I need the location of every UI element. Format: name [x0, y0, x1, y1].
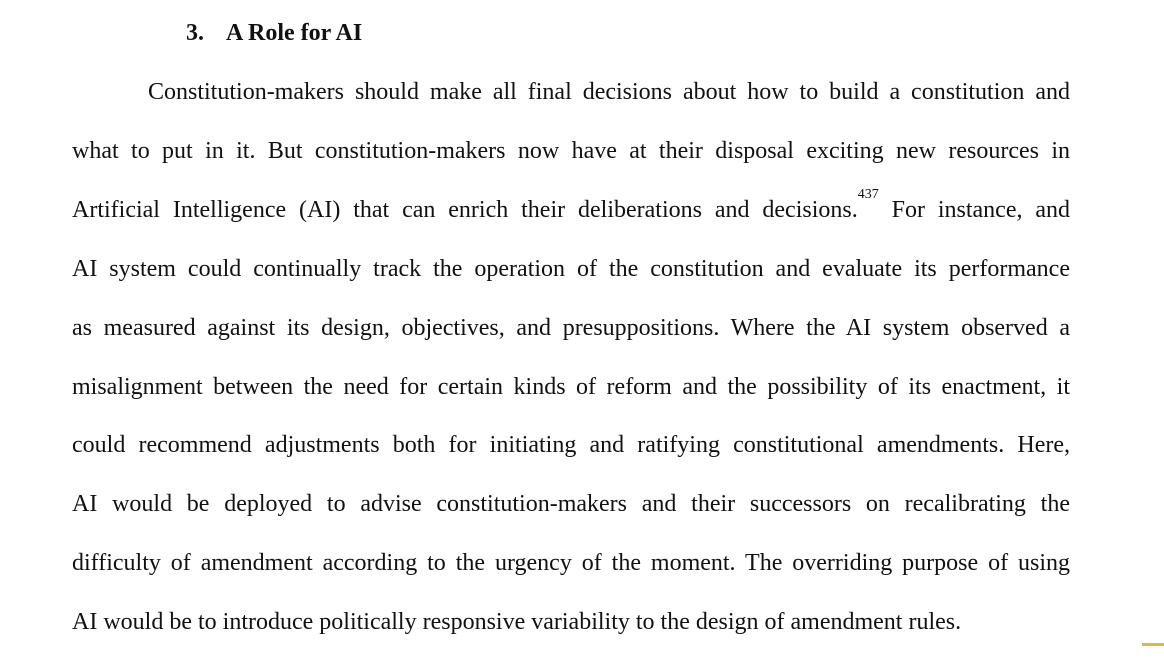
- paragraph-line-3: [72, 187, 1071, 225]
- paragraph-line-10: AI would be to introduce politically responsive variability to the design of amendment rules.: [72, 609, 962, 635]
- paragraph-line-7: could recommend adjustments both for initiating and ratifying constitutional amendments. Here,: [72, 432, 1070, 458]
- paragraph-line-3-tail: For instance, and: [878, 197, 1071, 223]
- paragraph-line-9: difficulty of amendment according to the urgency of the moment. The overriding purpose of using: [72, 550, 1070, 576]
- paragraph-line-8: AI would be deployed to advise constitution-makers and their successors on recalibrating the: [72, 491, 1070, 517]
- paragraph-line-5: as measured against its design, objectives, and presuppositions. Where the AI system observed a: [72, 315, 1070, 341]
- paragraph-line-6: misalignment between the need for certain kinds of reform and the possibility of its enactment, it: [72, 374, 1070, 400]
- paragraph-line-3-text: Artificial Intelligence (AI) that can enrich their deliberations and decisions.: [72, 197, 858, 223]
- paragraph-line-2: what to put in it. But constitution-makers now have at their disposal exciting new resources in: [72, 138, 1070, 164]
- section-heading: [186, 18, 362, 48]
- paragraph-line-1: Constitution-makers should make all final decisions about how to build a constitution and: [148, 79, 1070, 105]
- footnote-reference[interactable]: 437: [857, 187, 879, 202]
- paragraph-line-4: AI system could continually track the operation of the constitution and evaluate its performance: [72, 256, 1070, 282]
- section-title: A Role for AI: [226, 20, 363, 46]
- section-number: 3.: [186, 20, 204, 46]
- page-edge-marker: [1142, 643, 1164, 646]
